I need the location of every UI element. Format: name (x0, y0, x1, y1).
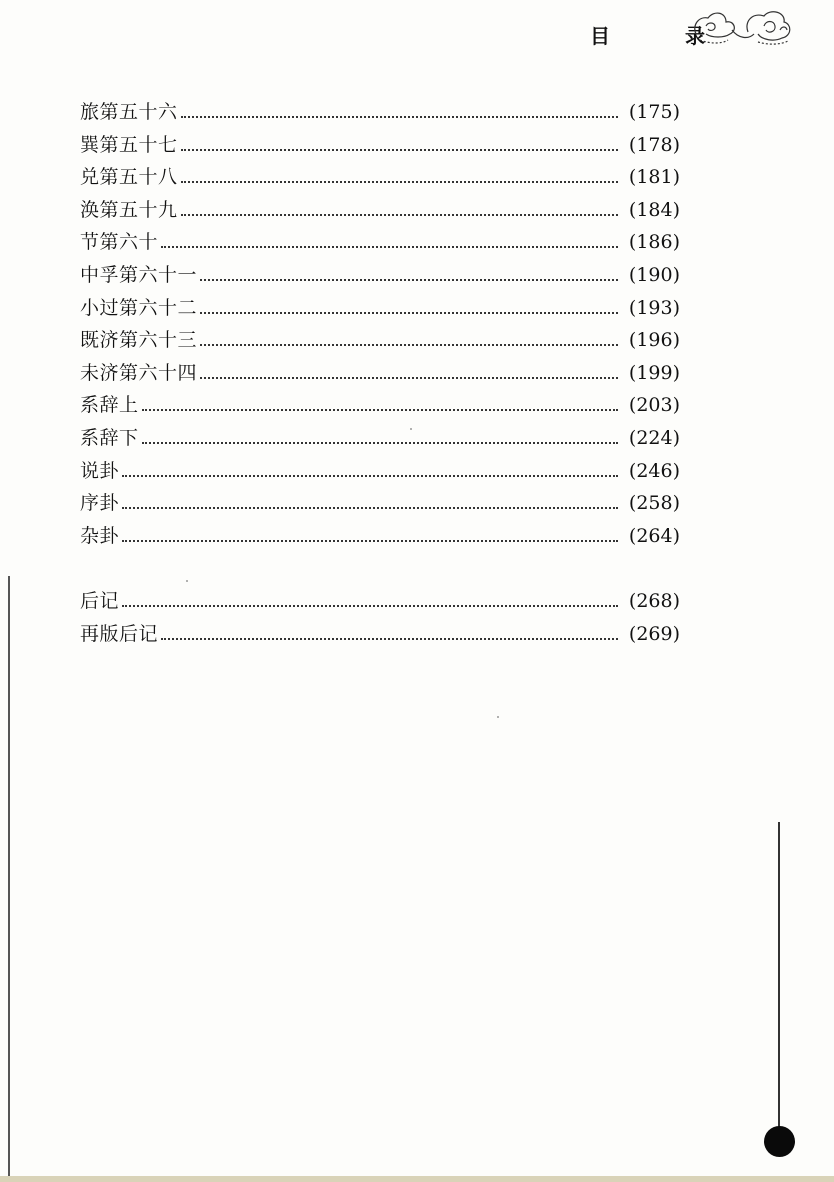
toc-entry[interactable] (80, 259, 680, 292)
toc-entry-page: (224) (628, 426, 680, 449)
toc-entry-title: 说卦 (80, 459, 120, 482)
toc-entry-title: 再版后记 (80, 622, 159, 645)
dot-leader (122, 605, 618, 607)
toc-entry[interactable] (80, 194, 680, 227)
toc-entry-title: 未济第六十四 (80, 361, 198, 384)
toc-entry-page: (258) (628, 492, 680, 515)
toc-entry[interactable] (80, 520, 680, 553)
toc-entry-page: (190) (628, 263, 680, 286)
dot-leader (122, 507, 618, 509)
dot-leader (142, 409, 618, 411)
toc-group-appendix (80, 585, 680, 650)
dot-leader (181, 214, 618, 216)
toc-entry-title: 巽第五十七 (80, 133, 178, 156)
dot-leader (200, 312, 618, 314)
toc-entry-page: (246) (628, 459, 680, 482)
toc-entry-title: 节第六十 (80, 231, 159, 254)
toc-entry[interactable] (80, 618, 680, 651)
dot-leader (181, 149, 618, 151)
toc-entry[interactable] (80, 161, 680, 194)
toc-entry-page: (181) (628, 166, 680, 189)
toc-entry[interactable] (80, 422, 680, 455)
scan-edge-strip (0, 1176, 834, 1182)
right-margin-rule (778, 822, 780, 1140)
toc-entry[interactable] (80, 455, 680, 488)
toc-entry-page: (199) (628, 361, 680, 384)
toc-entry-page: (175) (628, 101, 680, 123)
dot-leader (161, 638, 618, 640)
scan-speck (497, 716, 499, 718)
toc-entry-page: (193) (628, 296, 680, 319)
toc-entry-page: (178) (628, 133, 680, 156)
left-margin-rule (8, 576, 10, 1176)
toc-entry[interactable] (80, 487, 680, 520)
dot-leader (181, 116, 618, 118)
toc-entry-title: 既济第六十三 (80, 329, 198, 352)
toc-entry-title: 后记 (80, 590, 120, 613)
dot-leader (200, 279, 618, 281)
toc-entry-page: (264) (628, 524, 680, 547)
toc-entry-title: 序卦 (80, 492, 120, 515)
toc-entry-title: 中孚第六十一 (80, 263, 198, 286)
toc-entry[interactable] (80, 324, 680, 357)
toc-entry[interactable] (80, 96, 680, 129)
toc-entry-title: 涣第五十九 (80, 198, 178, 221)
dot-leader (200, 344, 618, 346)
toc-entry[interactable] (80, 226, 680, 259)
toc-entry[interactable] (80, 129, 680, 162)
toc-entry[interactable] (80, 585, 680, 618)
scan-speck (186, 580, 188, 582)
dot-leader (181, 181, 618, 183)
toc-entry[interactable] (80, 389, 680, 422)
toc-entry-page: (203) (628, 394, 680, 417)
toc-entry-title: 旅第五十六 (80, 101, 178, 123)
toc-entry-page: (269) (628, 622, 680, 645)
dot-leader (142, 442, 618, 444)
scan-speck (410, 428, 412, 430)
toc-entry-page: (268) (628, 590, 680, 613)
page-dot-icon (764, 1126, 795, 1157)
toc-entry-title: 系辞上 (80, 394, 139, 417)
toc-entry-title: 系辞下 (80, 426, 139, 449)
cloud-ornament-icon (688, 4, 798, 46)
dot-leader (161, 246, 618, 248)
toc-entry-page: (186) (628, 231, 680, 254)
table-of-contents (80, 96, 680, 651)
toc-entry-page: (196) (628, 329, 680, 352)
toc-entry-title: 小过第六十二 (80, 296, 198, 319)
dot-leader (122, 540, 618, 542)
toc-entry-title: 兑第五十八 (80, 166, 178, 189)
toc-group-main (80, 96, 680, 552)
dot-leader (122, 475, 618, 477)
page-title: 目 录 (590, 23, 739, 48)
dot-leader (200, 377, 618, 379)
toc-entry[interactable] (80, 357, 680, 390)
toc-entry[interactable] (80, 292, 680, 325)
toc-entry-page: (184) (628, 198, 680, 221)
toc-entry-title: 杂卦 (80, 524, 120, 547)
